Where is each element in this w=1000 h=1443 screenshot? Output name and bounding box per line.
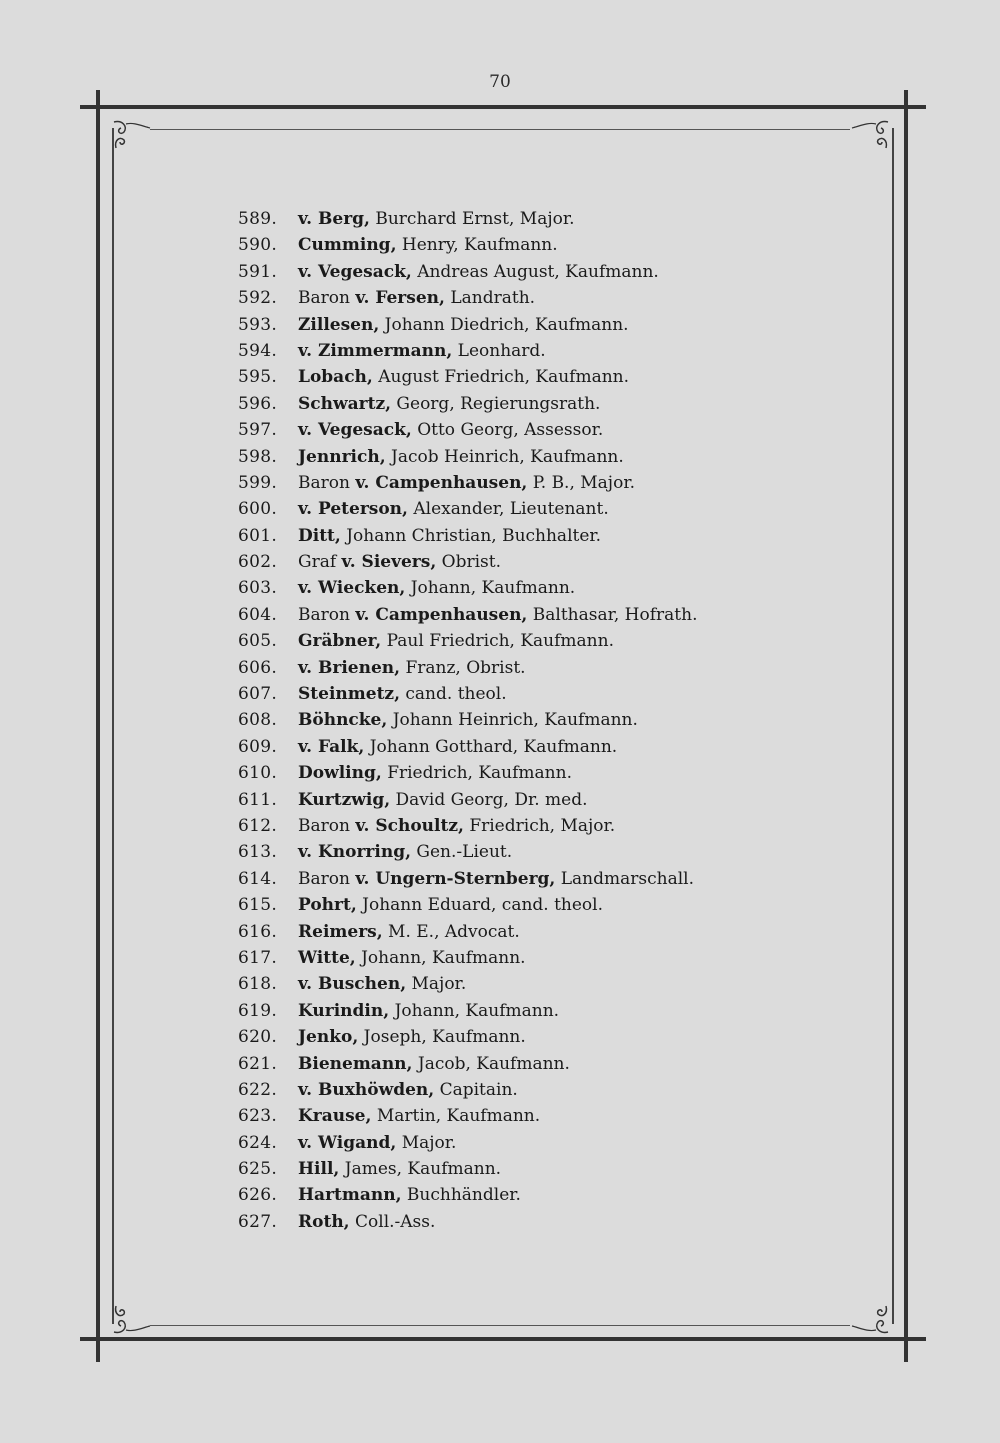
entry-details: Joseph, Kaufmann. bbox=[358, 1027, 526, 1048]
entry-number: 616. bbox=[238, 921, 278, 942]
list-item bbox=[238, 206, 858, 232]
entry-number: 614. bbox=[238, 868, 278, 889]
entry-number: 627. bbox=[238, 1211, 278, 1232]
entry-number: 595. bbox=[238, 367, 278, 388]
entry-number: 620. bbox=[238, 1027, 278, 1048]
entry-number: 619. bbox=[238, 1000, 278, 1021]
entry-number: 604. bbox=[238, 604, 278, 625]
entry-number: 613. bbox=[238, 842, 278, 863]
list-item bbox=[238, 945, 858, 971]
entry-number: 597. bbox=[238, 420, 278, 441]
list-item bbox=[238, 681, 858, 707]
entry-title: Graf bbox=[298, 552, 342, 573]
entry-number: 591. bbox=[238, 261, 278, 282]
entry-details: Friedrich, Major. bbox=[463, 815, 616, 836]
entry-number: 615. bbox=[238, 895, 278, 916]
entry-details: Johann, Kaufmann. bbox=[405, 578, 576, 599]
entry-title: Baron bbox=[298, 604, 356, 625]
entry-surname: Reimers, bbox=[298, 921, 383, 942]
entry-surname: Cumming, bbox=[298, 235, 397, 256]
list-item bbox=[238, 259, 858, 285]
entry-surname: Schwartz, bbox=[298, 393, 392, 414]
entry-details: Jacob, Kaufmann. bbox=[412, 1053, 570, 1074]
list-item bbox=[238, 919, 858, 945]
list-item bbox=[238, 312, 858, 338]
frame-left-rule bbox=[96, 90, 100, 1362]
list-item bbox=[238, 628, 858, 654]
entry-number: 611. bbox=[238, 789, 278, 810]
entry-number: 621. bbox=[238, 1053, 278, 1074]
entry-surname: v. Vegesack, bbox=[298, 420, 412, 441]
entry-details: Johann Gotthard, Kaufmann. bbox=[364, 736, 618, 757]
entry-surname: Pohrt, bbox=[298, 895, 357, 916]
entry-number: 623. bbox=[238, 1106, 278, 1127]
entry-title: Baron bbox=[298, 868, 356, 889]
frame-bottom-rule bbox=[80, 1337, 926, 1341]
entry-title: Baron bbox=[298, 288, 356, 309]
entry-title: Baron bbox=[298, 815, 356, 836]
list-item bbox=[238, 655, 858, 681]
corner-ornament-icon bbox=[850, 1296, 890, 1336]
list-item bbox=[238, 1156, 858, 1182]
list-item bbox=[238, 787, 858, 813]
entry-details: Major. bbox=[406, 974, 467, 995]
entry-details: Gen.-Lieut. bbox=[411, 842, 513, 863]
list-item bbox=[238, 1024, 858, 1050]
entry-details: Georg, Regierungsrath. bbox=[391, 393, 601, 414]
list-item bbox=[238, 866, 858, 892]
entry-surname: Roth, bbox=[298, 1211, 350, 1232]
list-item bbox=[238, 391, 858, 417]
entry-surname: v. Knorring, bbox=[298, 842, 412, 863]
list-item bbox=[238, 892, 858, 918]
entry-surname: v. Buxhöwden, bbox=[298, 1079, 435, 1100]
member-list bbox=[238, 206, 858, 1235]
entry-details: Capitain. bbox=[434, 1079, 518, 1100]
corner-ornament-icon bbox=[112, 1296, 152, 1336]
list-item bbox=[238, 1051, 858, 1077]
entry-surname: Krause, bbox=[298, 1106, 372, 1127]
list-item bbox=[238, 549, 858, 575]
entry-surname: Böhncke, bbox=[298, 710, 388, 731]
list-item bbox=[238, 1130, 858, 1156]
entry-number: 602. bbox=[238, 552, 278, 573]
entry-number: 592. bbox=[238, 288, 278, 309]
corner-ornament-icon bbox=[112, 118, 152, 158]
entry-surname: v. Wigand, bbox=[298, 1132, 397, 1153]
entry-surname: v. Zimmermann, bbox=[298, 340, 453, 361]
entry-number: 607. bbox=[238, 684, 278, 705]
list-item bbox=[238, 998, 858, 1024]
entry-number: 618. bbox=[238, 974, 278, 995]
entry-details: Andreas August, Kaufmann. bbox=[411, 261, 659, 282]
list-item bbox=[238, 285, 858, 311]
entry-surname: Hill, bbox=[298, 1159, 340, 1180]
entry-number: 589. bbox=[238, 209, 278, 229]
entry-details: August Friedrich, Kaufmann. bbox=[372, 367, 630, 388]
entry-details: Paul Friedrich, Kaufmann. bbox=[381, 631, 614, 652]
entry-number: 600. bbox=[238, 499, 278, 520]
frame-right-rule bbox=[904, 90, 908, 1362]
entry-surname: Witte, bbox=[298, 947, 356, 968]
entry-surname: Jennrich, bbox=[298, 446, 386, 467]
entry-surname: v. Brienen, bbox=[298, 657, 401, 678]
entry-details: Alexander, Lieutenant. bbox=[407, 499, 609, 520]
entry-surname: Steinmetz, bbox=[298, 684, 400, 705]
list-item bbox=[238, 417, 858, 443]
entry-surname: Kurindin, bbox=[298, 1000, 390, 1021]
list-item bbox=[238, 760, 858, 786]
entry-number: 598. bbox=[238, 446, 278, 467]
frame-top-rule bbox=[80, 105, 926, 109]
entry-details: James, Kaufmann. bbox=[339, 1159, 502, 1180]
entry-surname: Dowling, bbox=[298, 763, 382, 784]
inner-top-line bbox=[150, 129, 850, 130]
list-item bbox=[238, 364, 858, 390]
entry-surname: v. Ungern-Sternberg, bbox=[355, 868, 556, 889]
entry-surname: Lobach, bbox=[298, 367, 373, 388]
entry-surname: Bienemann, bbox=[298, 1053, 413, 1074]
entry-surname: Kurtzwig, bbox=[298, 789, 391, 810]
entry-title: Baron bbox=[298, 472, 356, 493]
entry-surname: v. Schoultz, bbox=[355, 815, 464, 836]
entry-details: Major. bbox=[396, 1132, 457, 1153]
entry-details: Johann Heinrich, Kaufmann. bbox=[387, 710, 638, 731]
list-item bbox=[238, 971, 858, 997]
entry-number: 603. bbox=[238, 578, 278, 599]
entry-details: David Georg, Dr. med. bbox=[390, 789, 588, 810]
entry-number: 605. bbox=[238, 631, 278, 652]
entry-number: 608. bbox=[238, 710, 278, 731]
page-number: 70 bbox=[489, 72, 511, 92]
entry-surname: v. Campenhausen, bbox=[355, 472, 528, 493]
entry-details: Burchard Ernst, Major. bbox=[369, 209, 575, 229]
entry-surname: v. Berg, bbox=[298, 209, 370, 229]
list-item bbox=[238, 1103, 858, 1129]
list-item bbox=[238, 1182, 858, 1208]
entry-number: 590. bbox=[238, 235, 278, 256]
entry-number: 593. bbox=[238, 314, 278, 335]
entry-surname: v. Vegesack, bbox=[298, 261, 412, 282]
entry-number: 626. bbox=[238, 1185, 278, 1206]
entry-number: 622. bbox=[238, 1079, 278, 1100]
entry-surname: v. Campenhausen, bbox=[355, 604, 528, 625]
entry-surname: v. Fersen, bbox=[355, 288, 445, 309]
list-item bbox=[238, 1209, 858, 1235]
entry-details: Johann, Kaufmann. bbox=[355, 947, 526, 968]
list-item bbox=[238, 232, 858, 258]
entry-details: Landrath. bbox=[444, 288, 536, 309]
inner-bottom-line bbox=[150, 1325, 850, 1326]
entry-number: 612. bbox=[238, 815, 278, 836]
list-item bbox=[238, 523, 858, 549]
entry-surname: Gräbner, bbox=[298, 631, 382, 652]
entry-details: Balthasar, Hofrath. bbox=[527, 604, 698, 625]
list-item bbox=[238, 734, 858, 760]
entry-details: P. B., Major. bbox=[527, 472, 635, 493]
entry-surname: Zillesen, bbox=[298, 314, 380, 335]
entry-details: Franz, Obrist. bbox=[400, 657, 526, 678]
entry-number: 617. bbox=[238, 947, 278, 968]
entry-surname: v. Falk, bbox=[298, 736, 365, 757]
entry-surname: Ditt, bbox=[298, 525, 341, 546]
entry-details: Landmarschall. bbox=[555, 868, 694, 889]
corner-ornament-icon bbox=[850, 118, 890, 158]
entry-number: 609. bbox=[238, 736, 278, 757]
entry-number: 596. bbox=[238, 393, 278, 414]
list-item bbox=[238, 338, 858, 364]
entry-details: Henry, Kaufmann. bbox=[396, 235, 558, 256]
entry-details: Johann Eduard, cand. theol. bbox=[356, 895, 604, 916]
entry-number: 625. bbox=[238, 1159, 278, 1180]
entry-details: Obrist. bbox=[436, 552, 501, 573]
entry-details: Coll.-Ass. bbox=[349, 1211, 436, 1232]
entry-details: Johann, Kaufmann. bbox=[389, 1000, 560, 1021]
entry-surname: v. Peterson, bbox=[298, 499, 408, 520]
entry-number: 624. bbox=[238, 1132, 278, 1153]
entry-number: 601. bbox=[238, 525, 278, 546]
entry-details: cand. theol. bbox=[400, 684, 507, 705]
entry-number: 594. bbox=[238, 340, 278, 361]
list-item bbox=[238, 602, 858, 628]
entry-details: Leonhard. bbox=[452, 340, 546, 361]
entry-surname: v. Wiecken, bbox=[298, 578, 406, 599]
entry-details: Jacob Heinrich, Kaufmann. bbox=[385, 446, 624, 467]
list-item bbox=[238, 1077, 858, 1103]
entry-surname: Hartmann, bbox=[298, 1185, 402, 1206]
entry-details: M. E., Advocat. bbox=[382, 921, 520, 942]
entry-details: Friedrich, Kaufmann. bbox=[381, 763, 572, 784]
entry-details: Johann Diedrich, Kaufmann. bbox=[379, 314, 629, 335]
list-item bbox=[238, 707, 858, 733]
list-item bbox=[238, 444, 858, 470]
entry-number: 610. bbox=[238, 763, 278, 784]
entry-surname: v. Sievers, bbox=[341, 552, 437, 573]
list-item bbox=[238, 839, 858, 865]
entry-surname: Jenko, bbox=[298, 1027, 359, 1048]
entry-details: Otto Georg, Assessor. bbox=[411, 420, 604, 441]
entry-surname: v. Buschen, bbox=[298, 974, 407, 995]
entry-number: 606. bbox=[238, 657, 278, 678]
list-item bbox=[238, 496, 858, 522]
list-item bbox=[238, 813, 858, 839]
list-item bbox=[238, 470, 858, 496]
list-item bbox=[238, 575, 858, 601]
entry-details: Johann Christian, Buchhalter. bbox=[340, 525, 602, 546]
entry-number: 599. bbox=[238, 472, 278, 493]
entry-details: Martin, Kaufmann. bbox=[371, 1106, 541, 1127]
entry-details: Buchhändler. bbox=[401, 1185, 521, 1206]
